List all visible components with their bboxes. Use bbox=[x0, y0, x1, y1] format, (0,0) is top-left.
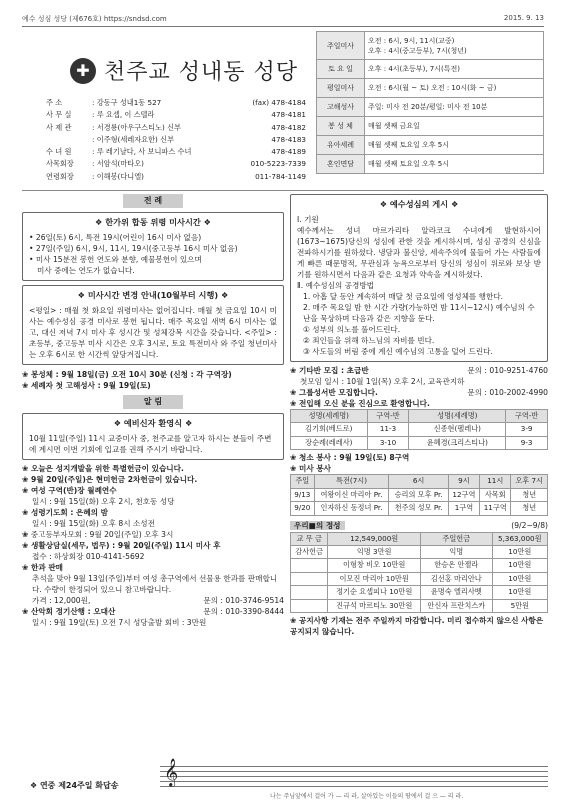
contact-info bbox=[46, 98, 306, 184]
header-cell: 구역-반 bbox=[506, 409, 548, 422]
info-key: 사 제 관 bbox=[46, 122, 72, 132]
table-row bbox=[291, 545, 548, 558]
table-cell: 청년 bbox=[511, 502, 548, 515]
schedule-value: 주일: 미사 전 20분/평일: 미사 전 10분 bbox=[365, 98, 544, 117]
left-column bbox=[22, 194, 284, 628]
table-cell bbox=[291, 559, 328, 572]
chuseok-mass-box bbox=[22, 212, 284, 281]
table-cell: 9/13 bbox=[291, 488, 315, 501]
divider bbox=[22, 26, 544, 27]
notice: ❀ 공지사항 기재는 전주 주일까지 마감합니다. 미리 접수하지 않으신 사항은 공지되지 않습니다. bbox=[290, 616, 544, 637]
header-cell: 성명(세례명) bbox=[291, 409, 368, 422]
schedule-value: 매월 셋째 토요일 오후 5시 bbox=[365, 155, 544, 174]
notice-detail: 접수 : 하상회장 010-4141-5692 bbox=[32, 551, 145, 561]
table-cell: 10만원 bbox=[492, 586, 547, 599]
notice: ❀ 생활상담실(세무, 법무) : 9월 20일(주일) 11시 미사 후 bbox=[22, 540, 221, 550]
notice-detail: 첫모임 일시 : 10월 1일(목) 오후 2시, 교육관지하 bbox=[300, 376, 465, 386]
info-value: : 루 요셉, 이 스텔라 bbox=[92, 110, 155, 120]
info-value: : 루 레기날다, 사 보니파스 수녀 bbox=[92, 147, 192, 157]
schedule-value: 매월 셋째 토요일 오후 5시 bbox=[365, 136, 544, 155]
schedule-key: 토 요 일 bbox=[317, 60, 365, 79]
schedule-row bbox=[317, 98, 544, 117]
schedule-key: 봉 성 체 bbox=[317, 117, 365, 136]
table-cell: 11구역 bbox=[480, 502, 511, 515]
info-key: 수 녀 원 bbox=[46, 147, 72, 157]
table-row bbox=[291, 532, 548, 545]
info-key: 사 무 실 bbox=[46, 110, 72, 120]
table-header bbox=[291, 409, 548, 422]
info-row bbox=[46, 159, 306, 171]
notice: ❀ 봉성체 : 9월 18일(금) 오전 10시 30분 (신청 : 각 구역장) bbox=[22, 369, 232, 379]
table-cell: 승리의 모후 Pr. bbox=[389, 488, 448, 501]
heading: Ⅱ. 예수성심의 공경방법 bbox=[297, 280, 374, 290]
table-cell: 사목회 bbox=[480, 488, 511, 501]
header-cell: 11시 bbox=[480, 475, 511, 488]
offering-range: (9/2~9/8) bbox=[511, 520, 548, 530]
info-row bbox=[46, 172, 306, 184]
table-cell: 김선홍 마리안나 bbox=[420, 572, 492, 585]
bulletin-date: 2015. 9. 13 bbox=[503, 14, 544, 22]
notice: ❀ 성령기도회 : 은혜의 밤 bbox=[22, 507, 108, 517]
notice bbox=[290, 365, 548, 376]
info-phone: 478-4183 bbox=[271, 134, 306, 144]
table-cell: 천주의 성모 Pr. bbox=[389, 502, 448, 515]
cross-logo-icon: ✚ bbox=[70, 58, 96, 84]
table-cell: 익명 bbox=[420, 545, 492, 558]
table-row bbox=[291, 488, 548, 501]
table-cell: 11-3 bbox=[367, 423, 409, 436]
table-cell: 청년 bbox=[511, 488, 548, 501]
notice: ❀ 청소 봉사 : 9월 19일(토) 8구역 bbox=[290, 453, 410, 463]
info-phone: 478-4189 bbox=[271, 147, 306, 157]
info-row bbox=[46, 135, 306, 147]
info-row bbox=[46, 123, 306, 135]
right-column bbox=[290, 194, 548, 637]
header-cell: 9시 bbox=[448, 475, 479, 488]
notice bbox=[22, 606, 284, 617]
bulletin-header bbox=[22, 14, 544, 26]
table-cell: 이모진 마리아 10만원 bbox=[328, 572, 421, 585]
box-title: ❖ 한가위 합동 위령 미사시간 ❖ bbox=[95, 217, 211, 227]
schedule-row bbox=[317, 32, 544, 60]
info-row bbox=[46, 110, 306, 122]
table-cell bbox=[291, 599, 328, 612]
table-cell: 윤명숙 엘리사벳 bbox=[420, 586, 492, 599]
notice: ❀ 9월 20일(주일)은 현미헌금 2차헌금이 있습니다. bbox=[22, 474, 198, 484]
notice: ❀ 한과 판매 bbox=[22, 562, 63, 572]
header-cell: 성명(세례명) bbox=[409, 409, 506, 422]
item: ② 죄인들을 위해 하느님의 자비를 빈다. bbox=[303, 335, 435, 345]
schedule-row bbox=[317, 79, 544, 98]
info-value: : 서경룡(아우구스티노) 신부 bbox=[92, 122, 181, 132]
notice: ❀ 전입해 오신 분을 진심으로 환영합니다. bbox=[290, 398, 430, 408]
line: • 미사 15분전 봉헌 연도와 분향, 예물봉헌이 있으며 bbox=[29, 254, 202, 264]
notice: ❀ 중고등부자모회 : 9월 20일(주일) 오후 3시 bbox=[22, 529, 174, 539]
table-cell: 1구역 bbox=[448, 502, 479, 515]
notice-detail: 일시 : 9월 15일(화) 오후 8시 소성전 bbox=[32, 518, 155, 528]
schedule-key: 혼인면담 bbox=[317, 155, 365, 174]
sacred-heart-box bbox=[290, 194, 548, 362]
schedule-row bbox=[317, 136, 544, 155]
table-cell: 익명 3만원 bbox=[328, 545, 421, 558]
info-key: 연령회장 bbox=[46, 171, 74, 181]
info-key: 주 소 bbox=[46, 98, 63, 107]
box-title: ❖ 예비신자 환영식 ❖ bbox=[113, 417, 193, 428]
bulletin-info: 예수 성심 성당 (제676호) https://sndsd.com bbox=[22, 15, 167, 23]
info-key: 사목회장 bbox=[46, 159, 74, 169]
line: • 26일(토) 6시, 특전 19시(어린이 16시 미사 없음) bbox=[29, 232, 202, 242]
header-cell: 6시 bbox=[389, 475, 448, 488]
offering-header bbox=[290, 520, 548, 532]
notice: ❀ 미사 봉사 bbox=[290, 464, 331, 474]
welcome-catechumen-box bbox=[22, 413, 284, 460]
newcomers-table bbox=[290, 409, 548, 450]
table-cell: 안신자 프란치스카 bbox=[420, 599, 492, 612]
box-text: <평일> : 매월 첫 화요일 위령미사는 없어집니다. 매월 첫 금요일 10시 미사는 예수성심 공경 미사로 봉헌 됩니다. 매주 목요일 새벽 6시 미사는 없고, 대신 저녁 7시 미사 후 성시간 및 성체강복 시간을 갖습니다. <주일> : 초등부, 중고등부 미사 시간은 오후 3시로, 토요 특전미사 와 주일 청년미사는 오후 6시로 한 시간씩 앞당겨집니다. bbox=[29, 305, 277, 359]
schedule-value: 오후 : 4시(초등부), 7시(특전) bbox=[365, 60, 544, 79]
info-phone: 011-784-1149 bbox=[255, 171, 306, 181]
hymn-title: ❖ 연중 제24주일 화답송 bbox=[30, 781, 119, 790]
notice-detail: 추석을 맞아 9월 13일(주일)부터 여성 총구역에서 선물용 한과를 판매합니다. 수량이 한정되어 있으니 참고바랍니다. bbox=[32, 573, 278, 594]
schedule-key: 주일미사 bbox=[317, 32, 365, 60]
table-cell: 3-10 bbox=[367, 436, 409, 449]
schedule-key: 유아세례 bbox=[317, 136, 365, 155]
line: • 27일(주일) 6시, 9시, 11시, 19시(중고등부 16시 미사 없음) bbox=[29, 243, 238, 253]
schedule-value: 매월 셋째 금요일 bbox=[365, 117, 544, 136]
page-title: 천주교 성내동 성당 bbox=[104, 60, 299, 85]
table-cell bbox=[291, 572, 328, 585]
offering-table bbox=[290, 532, 548, 614]
info-value: : 이주형(세레자요한) 신부 bbox=[92, 134, 175, 144]
header-cell: 오후 7시 bbox=[511, 475, 548, 488]
divider bbox=[22, 190, 544, 191]
notice bbox=[290, 387, 548, 398]
info-phone: (fax) 478-4184 bbox=[252, 98, 306, 107]
contact: 문의 : 010-9251-4760 bbox=[467, 365, 548, 375]
mass-schedule-table bbox=[316, 31, 544, 174]
info-value: : 서암석(마타오) bbox=[92, 159, 144, 169]
table-row bbox=[291, 502, 548, 515]
table-cell: 10만원 bbox=[492, 545, 547, 558]
info-phone: 010-5223-7339 bbox=[250, 159, 306, 169]
notice: ❀ 세례자 첫 고해성사 : 9월 19일(토) bbox=[22, 380, 151, 390]
mass-time-change-box bbox=[22, 285, 284, 365]
table-cell bbox=[291, 586, 328, 599]
item: 2. 매주 목요일 밤 한 시간 가량(가능하면 밤 11시~12시) 예수님의 수난을 묵상하며 다음과 같은 지향을 둔다. bbox=[303, 302, 535, 323]
section-notices: 알 림 bbox=[123, 395, 183, 409]
table-row bbox=[291, 572, 548, 585]
schedule-value: 오전 : 6시, 9시, 11시(교중) 오후 : 4시(중고등부), 7시(청년) bbox=[365, 32, 544, 60]
contact: 문의 : 010-2002-4990 bbox=[467, 387, 548, 397]
info-value: : 이해봉(다니엘) bbox=[92, 171, 144, 181]
schedule-value: 오전 : 6시(월 ~ 토) 오전 : 10시(화 ~ 금) bbox=[365, 79, 544, 98]
music-staff bbox=[160, 758, 548, 790]
table-cell: 10만원 bbox=[492, 559, 547, 572]
table-cell: 윤혜경(크리스티나) bbox=[409, 436, 506, 449]
table-cell: 인자하신 동정녀 Pr. bbox=[314, 502, 389, 515]
contact: 문의 : 010-3746-9514 bbox=[203, 595, 284, 605]
notice-detail bbox=[22, 595, 284, 606]
table-cell: 5,363,000원 bbox=[492, 532, 547, 545]
table-cell: 5만원 bbox=[492, 599, 547, 612]
table-cell: 장순례(레레사) bbox=[291, 436, 368, 449]
table-cell: 한승온 안젤라 bbox=[420, 559, 492, 572]
table-row bbox=[291, 436, 548, 449]
hymn-lyric: 나는 주님앞에서 걸어 가 — 리 라, 살아있는 이들의 땅에서 걸 으 — 리 라. bbox=[270, 793, 464, 800]
heading: Ⅰ. 기원 bbox=[297, 214, 319, 224]
notice-detail: 일시 : 9월 19일(토) 오전 7시 성당출발 회비 : 3만원 bbox=[32, 617, 207, 627]
info-value: : 강동구 성내1동 527 bbox=[92, 98, 162, 107]
table-cell: 12구역 bbox=[448, 488, 479, 501]
table-cell: 10만원 bbox=[492, 572, 547, 585]
paragraph: 예수께서는 성녀 마르가리타 알라코크 수녀에게 발현하시어(1673~1675)당신의 성심에 관한 것을 계시하시며, 성심 공경의 신심을 전파하시기를 원하셨다. 냉담과 불신앙, 세속주의에 물들어 가는 사람들에게 빠른 때문명적, 무관심과 능욕으로부터 당신의 성심이 위로와 보상 받기를 원하시면서 다음과 같은 요청과 약속을 계시하셨다. bbox=[297, 225, 541, 279]
box-title: ❖ 미사시간 변경 안내(10월부터 시행) ❖ bbox=[77, 289, 229, 300]
price: 가격 : 12,000원, bbox=[32, 595, 91, 605]
schedule-key: 평일미사 bbox=[317, 79, 365, 98]
info-row bbox=[46, 147, 306, 159]
notice: ❀ 여성 구역(반)장 월례연수 bbox=[22, 485, 117, 495]
schedule-row bbox=[317, 117, 544, 136]
schedule-key: 고해성사 bbox=[317, 98, 365, 117]
contact: 문의 : 010-3390-8444 bbox=[203, 606, 284, 616]
item: ③ 사도들의 버림 중에 계신 예수님의 고통을 덜어 드린다. bbox=[303, 346, 493, 356]
table-cell: 이형창 비오 10만원 bbox=[328, 559, 421, 572]
table-cell: 3-9 bbox=[506, 423, 548, 436]
table-cell: 정기순 요셉피나 10만원 bbox=[328, 586, 421, 599]
section-liturgy: 전 례 bbox=[123, 194, 183, 208]
notice-detail: 일시 : 9월 15일(화) 오후 2시, 천호동 성당 bbox=[32, 496, 175, 506]
table-row bbox=[291, 423, 548, 436]
table-cell: 9/20 bbox=[291, 502, 315, 515]
table-row bbox=[291, 559, 548, 572]
notice-title: ❀ 산악회 정기산행 : 오대산 bbox=[22, 606, 116, 616]
table-cell: 신종현(펠레나) bbox=[409, 423, 506, 436]
table-cell: 12,549,000원 bbox=[328, 532, 421, 545]
item: 1. 아홉 달 동안 계속하여 매달 첫 금요일에 영성체를 행한다. bbox=[303, 291, 504, 301]
notice-title: ❀ 그룹성서반 모집합니다. bbox=[290, 387, 378, 397]
table-cell: 진규석 마르티노 30만원 bbox=[328, 599, 421, 612]
treble-clef-icon: 𝄞 bbox=[164, 758, 179, 786]
info-row bbox=[46, 98, 306, 110]
table-cell: 여왕이신 마리아 Pr. bbox=[314, 488, 389, 501]
header-cell: 구역-반 bbox=[367, 409, 409, 422]
offering-title: 우리■의 정성 bbox=[290, 521, 345, 530]
box-text: 10월 11일(주일) 11시 교중미사 중, 천주교를 알고자 하시는 분들이 주변에 계시면 이번 기회에 입교를 권해 주시기 바랍니다. bbox=[29, 433, 272, 454]
table-row bbox=[291, 599, 548, 612]
table-cell: 주일헌금 bbox=[420, 532, 492, 545]
header-cell: 특전(7시) bbox=[314, 475, 389, 488]
info-phone: 478-4182 bbox=[271, 122, 306, 132]
box-title: ❖ 예수성심의 게시 ❖ bbox=[379, 199, 459, 209]
item: ① 성부의 의노를 풀어드린다. bbox=[303, 324, 401, 334]
notice-title: ❀ 기타반 모집 : 초급반 bbox=[290, 365, 369, 375]
table-row bbox=[291, 586, 548, 599]
table-cell: 교 무 금 bbox=[291, 532, 328, 545]
table-cell: 감사헌금 bbox=[291, 545, 328, 558]
table-header bbox=[291, 475, 548, 488]
info-phone: 478-4181 bbox=[271, 110, 306, 120]
schedule-row bbox=[317, 60, 544, 79]
line: 미사 중에는 연도가 없습니다. bbox=[37, 265, 135, 275]
table-cell: 9-3 bbox=[506, 436, 548, 449]
table-cell: 김기희(베드로) bbox=[291, 423, 368, 436]
mass-service-table bbox=[290, 474, 548, 515]
schedule-row bbox=[317, 155, 544, 174]
notice: ❀ 오늘은 성지개발을 위한 특별헌금이 있습니다. bbox=[22, 463, 184, 473]
header-cell: 주일 bbox=[291, 475, 315, 488]
